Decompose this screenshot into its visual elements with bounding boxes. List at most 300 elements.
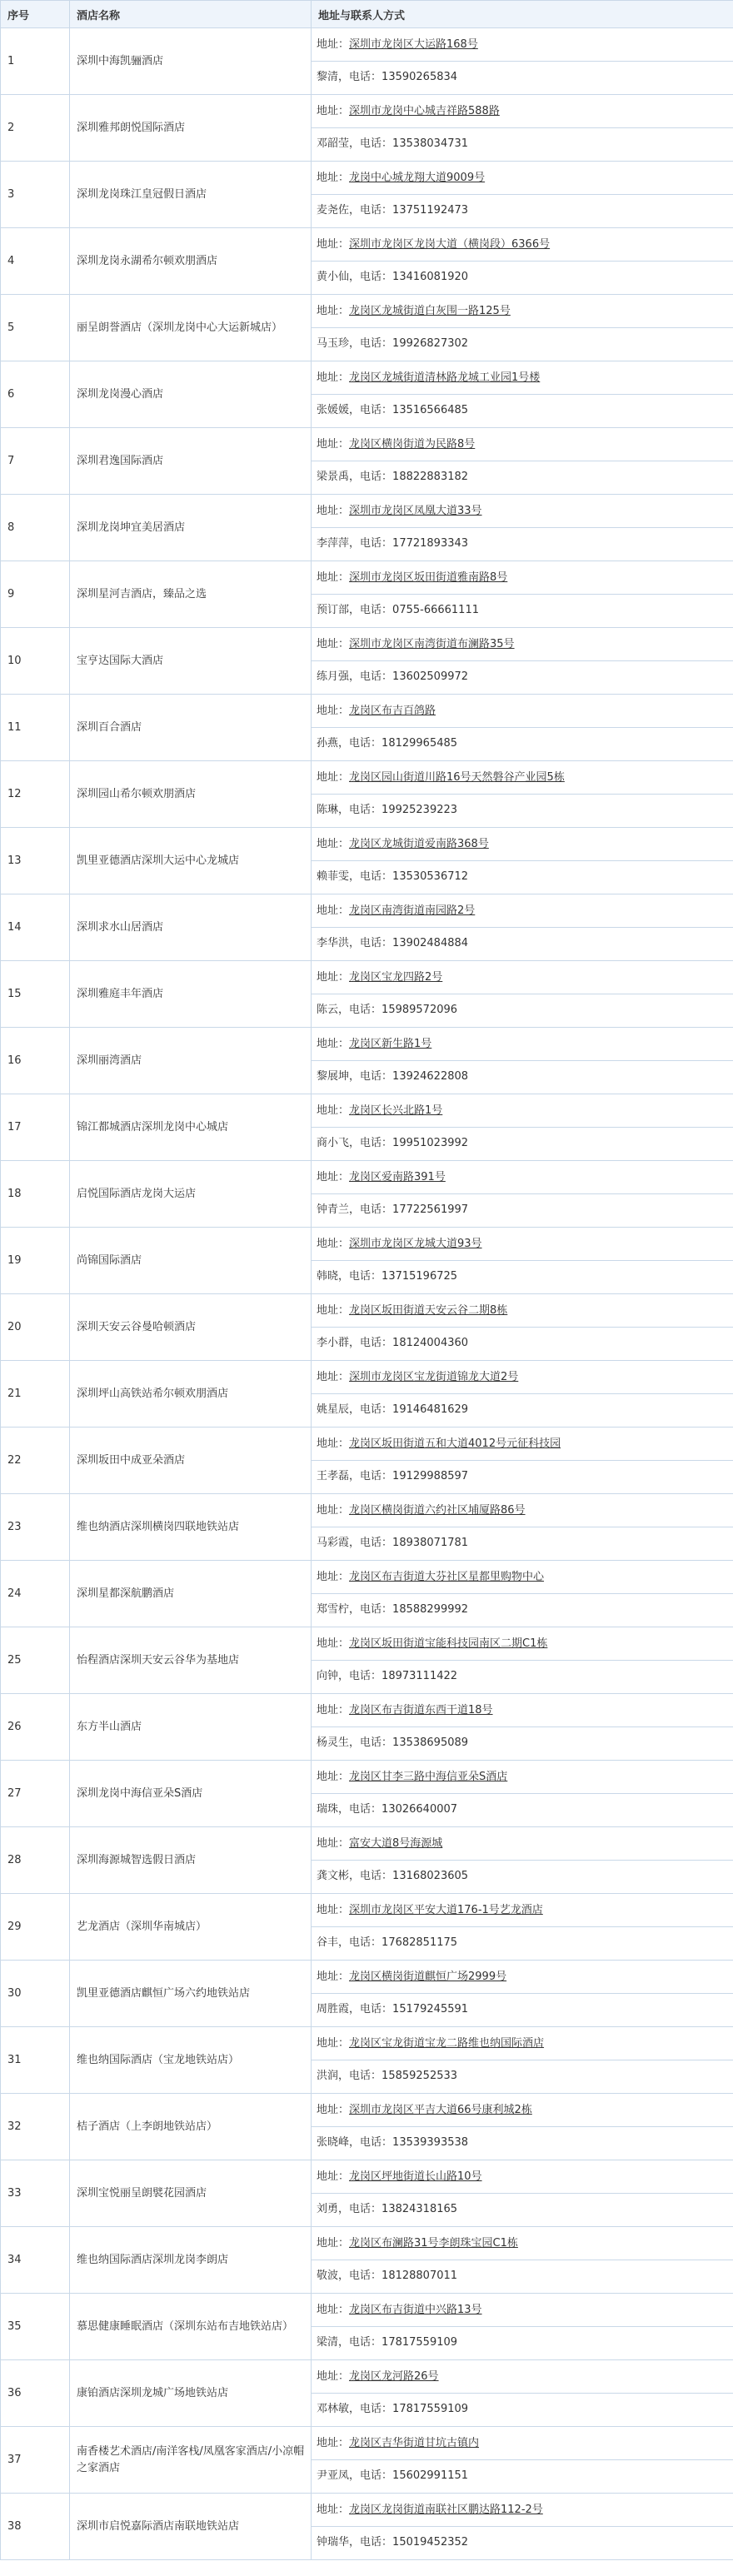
phone-label: 电话： xyxy=(360,937,393,949)
phone-separator: ， xyxy=(349,2403,361,2415)
hotel-name: 南香楼艺术酒店/南洋客栈/凤凰客家酒店/小凉帽之家酒店 xyxy=(70,2427,312,2494)
address-line xyxy=(312,762,733,795)
address-label: 地址： xyxy=(317,837,350,850)
address-link[interactable]: 龙岗区新生路1号 xyxy=(349,1037,432,1050)
phone-line xyxy=(312,1261,733,1293)
contact-person: 李小群 xyxy=(317,1337,350,1349)
row-number: 10 xyxy=(1,628,70,695)
hotel-name: 东方半山酒店 xyxy=(70,1694,312,1761)
phone-number: 13751192473 xyxy=(392,204,469,217)
row-number: 28 xyxy=(1,1827,70,1894)
phone-number: 19146481629 xyxy=(392,1403,469,1416)
hotel-name: 凯里亚德酒店深圳大运中心龙城店 xyxy=(70,828,312,894)
contact-cell xyxy=(312,95,733,162)
phone-label: 电话： xyxy=(349,1803,382,1816)
phone-label: 电话： xyxy=(360,1470,393,1482)
address-line xyxy=(312,96,733,128)
address-link[interactable]: 龙岗区布吉街道东西干道18号 xyxy=(349,1703,493,1717)
contact-cell xyxy=(312,2160,733,2227)
hotel-name: 深圳中海凯骊酒店 xyxy=(70,28,312,95)
row-number: 24 xyxy=(1,1561,70,1627)
phone-label: 电话： xyxy=(360,471,393,483)
contact-cell xyxy=(312,1961,733,2027)
address-line xyxy=(312,229,733,262)
phone-label: 电话： xyxy=(360,1870,393,1882)
row-number: 17 xyxy=(1,1094,70,1161)
phone-line xyxy=(312,195,733,227)
phone-number: 17817559109 xyxy=(392,2403,469,2415)
address-label: 地址： xyxy=(317,504,350,517)
table-row xyxy=(1,2227,733,2294)
address-link[interactable]: 深圳市龙岗区凤凰大道33号 xyxy=(349,504,482,517)
contact-person: 钟青兰 xyxy=(317,1203,350,1216)
address-link[interactable]: 龙岗区吉华街道甘坑古镇内 xyxy=(349,2436,480,2449)
table-row xyxy=(1,28,733,95)
phone-separator: ， xyxy=(349,1870,361,1882)
address-label: 地址： xyxy=(317,1503,350,1517)
row-number: 31 xyxy=(1,2027,70,2094)
phone-label: 电话： xyxy=(360,2403,393,2415)
address-link[interactable]: 龙岗区布吉百鸽路 xyxy=(349,704,436,717)
address-link[interactable]: 龙岗区长兴北路1号 xyxy=(349,1104,443,1117)
address-link[interactable]: 龙岗区宝龙四路2号 xyxy=(349,970,443,984)
phone-line xyxy=(312,728,733,760)
phone-line xyxy=(312,2460,733,2493)
row-number: 35 xyxy=(1,2294,70,2360)
address-line xyxy=(312,1562,733,1594)
address-link[interactable]: 深圳市龙岗区平吉大道66号康利城2栋 xyxy=(349,2103,532,2116)
row-number: 32 xyxy=(1,2094,70,2160)
phone-label: 电话： xyxy=(360,1337,393,1349)
contact-cell xyxy=(312,695,733,761)
contact-cell xyxy=(312,2227,733,2294)
phone-label: 电话： xyxy=(349,2203,382,2215)
table-row xyxy=(1,228,733,295)
address-line xyxy=(312,429,733,461)
address-line xyxy=(312,2161,733,2194)
address-line xyxy=(312,895,733,928)
phone-separator: ， xyxy=(338,2336,350,2349)
table-row xyxy=(1,1428,733,1494)
row-number: 27 xyxy=(1,1761,70,1827)
address-link[interactable]: 龙岗区龙岗街道南联社区鹏达路112-2号 xyxy=(349,2503,543,2516)
phone-label: 电话： xyxy=(349,71,382,83)
phone-separator: ， xyxy=(349,1137,361,1149)
phone-line xyxy=(312,1194,733,1227)
contact-person: 预订部 xyxy=(317,604,350,616)
phone-line xyxy=(312,262,733,294)
contact-cell xyxy=(312,1561,733,1627)
contact-cell xyxy=(312,1494,733,1561)
address-link[interactable]: 深圳市龙岗区宝龙街道锦龙大道2号 xyxy=(349,1370,519,1383)
table-row xyxy=(1,2427,733,2494)
table-row xyxy=(1,1361,733,1428)
contact-person: 韩晓 xyxy=(317,1270,339,1283)
hotel-name: 深圳宝悦丽呈朗襞花园酒店 xyxy=(70,2160,312,2227)
phone-number: 15179245591 xyxy=(392,2003,469,2015)
table-row xyxy=(1,1627,733,1694)
address-link[interactable]: 深圳市龙岗中心城吉祥路588路 xyxy=(349,104,500,117)
phone-separator: ， xyxy=(349,1203,361,1216)
address-link[interactable]: 龙岗区坪地街道长山路10号 xyxy=(349,2170,482,2183)
phone-number: 17682851175 xyxy=(381,1936,458,1949)
contact-cell xyxy=(312,1761,733,1827)
address-link[interactable]: 深圳市龙岗区南湾街道布澜路35号 xyxy=(349,637,515,650)
address-link[interactable]: 龙岗区龙河路26号 xyxy=(349,2369,439,2383)
phone-line xyxy=(312,1061,733,1094)
hotel-name: 深圳雅邦朗悦国际酒店 xyxy=(70,95,312,162)
phone-number: 17722561997 xyxy=(392,1203,469,1216)
hotel-name: 启悦国际酒店龙岗大运店 xyxy=(70,1161,312,1228)
contact-person: 黎清 xyxy=(317,71,339,83)
contact-cell xyxy=(312,361,733,428)
phone-separator: ， xyxy=(338,1270,350,1283)
phone-label: 电话： xyxy=(360,337,393,350)
phone-number: 18588299992 xyxy=(392,1603,469,1616)
contact-person: 马彩霞 xyxy=(317,1537,350,1549)
phone-separator: ， xyxy=(349,337,361,350)
hotel-name: 深圳市启悦嘉际酒店南联地铁站店 xyxy=(70,2494,312,2560)
phone-number: 17817559109 xyxy=(381,2336,458,2349)
phone-number: 19925239223 xyxy=(381,804,458,816)
table-row xyxy=(1,495,733,561)
contact-cell xyxy=(312,1694,733,1761)
hotel-name: 艺龙酒店（深圳华南城店） xyxy=(70,1894,312,1961)
hotel-name: 维也纳国际酒店深圳龙岗李朗店 xyxy=(70,2227,312,2294)
phone-separator: ， xyxy=(338,1803,350,1816)
phone-label: 电话： xyxy=(349,1270,382,1283)
contact-person: 麦尧佐 xyxy=(317,204,350,217)
phone-line xyxy=(312,1128,733,1160)
hotel-name: 深圳龙岗中海信亚朵S酒店 xyxy=(70,1761,312,1827)
phone-label: 电话： xyxy=(349,2270,382,2282)
phone-separator: ， xyxy=(349,670,361,683)
table-row xyxy=(1,961,733,1028)
table-row xyxy=(1,2360,733,2427)
row-number: 23 xyxy=(1,1494,70,1561)
phone-number: 15602991151 xyxy=(392,2469,469,2482)
address-line xyxy=(312,2494,733,2527)
address-link[interactable]: 深圳市龙岗区龙城大道93号 xyxy=(349,1237,482,1250)
phone-number: 19951023992 xyxy=(392,1137,469,1149)
address-line xyxy=(312,1761,733,1794)
contact-cell xyxy=(312,961,733,1028)
row-number: 34 xyxy=(1,2227,70,2294)
address-link[interactable]: 龙岗区龙城街道清林路龙城工业园1号楼 xyxy=(349,371,541,384)
table-row xyxy=(1,162,733,228)
phone-label: 电话： xyxy=(360,271,393,283)
phone-separator: ， xyxy=(349,1337,361,1349)
phone-separator: ， xyxy=(338,804,350,816)
phone-separator: ， xyxy=(349,870,361,883)
address-label: 地址： xyxy=(317,1037,350,1050)
phone-separator: ， xyxy=(349,471,361,483)
contact-person: 陈云 xyxy=(317,1004,339,1016)
phone-separator: ， xyxy=(338,71,350,83)
phone-label: 电话： xyxy=(360,404,393,416)
phone-label: 电话： xyxy=(360,870,393,883)
table-row xyxy=(1,761,733,828)
contact-cell xyxy=(312,1094,733,1161)
address-link[interactable]: 龙岗区布吉街道大芬社区星都里购物中心 xyxy=(349,1570,545,1583)
phone-line xyxy=(312,595,733,627)
phone-number: 19129988597 xyxy=(392,1470,469,1482)
table-row xyxy=(1,1161,733,1228)
table-row xyxy=(1,1761,733,1827)
row-number: 15 xyxy=(1,961,70,1028)
address-label: 地址： xyxy=(317,104,350,117)
contact-person: 王孝磊 xyxy=(317,1470,350,1482)
address-line xyxy=(312,2361,733,2394)
table-row xyxy=(1,1494,733,1561)
phone-label: 电话： xyxy=(360,2469,393,2482)
address-link[interactable]: 深圳市龙岗区大运路168号 xyxy=(349,37,478,51)
contact-person: 梁清 xyxy=(317,2336,339,2349)
phone-number: 18128807011 xyxy=(381,2270,458,2282)
address-link[interactable]: 龙岗区爱南路391号 xyxy=(349,1170,446,1183)
table-row xyxy=(1,1894,733,1961)
phone-separator: ， xyxy=(349,271,361,283)
address-line xyxy=(312,1961,733,1994)
contact-cell xyxy=(312,628,733,695)
phone-line xyxy=(312,395,733,427)
address-link[interactable]: 龙岗区龙城街道白灰围一路125号 xyxy=(349,304,511,317)
row-number: 1 xyxy=(1,28,70,95)
phone-number: 18124004360 xyxy=(392,1337,469,1349)
address-link[interactable]: 龙岗区布澜路31号李朗珠宝园C1栋 xyxy=(349,2236,518,2250)
row-number: 14 xyxy=(1,894,70,961)
phone-separator: ， xyxy=(349,2536,361,2549)
address-label: 地址： xyxy=(317,2036,350,2050)
phone-label: 电话： xyxy=(349,1670,382,1682)
contact-person: 敬波 xyxy=(317,2270,339,2282)
row-number: 26 xyxy=(1,1694,70,1761)
row-number: 4 xyxy=(1,228,70,295)
contact-cell xyxy=(312,1827,733,1894)
phone-number: 13715196725 xyxy=(381,1270,458,1283)
contact-cell xyxy=(312,1294,733,1361)
contact-cell xyxy=(312,428,733,495)
contact-person: 洪润 xyxy=(317,2070,339,2082)
table-row xyxy=(1,1028,733,1094)
table-row xyxy=(1,561,733,628)
phone-label: 电话： xyxy=(349,804,382,816)
address-line xyxy=(312,362,733,395)
phone-line xyxy=(312,2127,733,2160)
row-number: 25 xyxy=(1,1627,70,1694)
table-row xyxy=(1,361,733,428)
phone-number: 13416081920 xyxy=(392,271,469,283)
row-number: 18 xyxy=(1,1161,70,1228)
address-label: 地址： xyxy=(317,37,350,51)
phone-line xyxy=(312,1461,733,1493)
phone-number: 13538695089 xyxy=(392,1736,469,1749)
address-label: 地址： xyxy=(317,437,350,451)
address-link[interactable]: 深圳市龙岗区平安大道176-1号艺龙酒店 xyxy=(349,1903,543,1916)
address-link[interactable]: 龙岗区横岗街道为民路8号 xyxy=(349,437,476,451)
address-link[interactable]: 龙岗区横岗街道六约社区埔厦路86号 xyxy=(349,1503,526,1517)
phone-number: 13026640007 xyxy=(381,1803,458,1816)
table-row xyxy=(1,1294,733,1361)
hotel-name: 深圳坪山高铁站希尔顿欢朋酒店 xyxy=(70,1361,312,1428)
row-number: 5 xyxy=(1,295,70,361)
phone-number: 13602509972 xyxy=(392,670,469,683)
hotel-name: 凯里亚德酒店麒恒广场六约地铁站店 xyxy=(70,1961,312,2027)
contact-person: 黎展坤 xyxy=(317,1070,350,1083)
contact-cell xyxy=(312,828,733,894)
address-line xyxy=(312,1295,733,1328)
contact-person: 商小飞 xyxy=(317,1137,350,1149)
address-link[interactable]: 龙岗区坂田街道宝能科技园南区二期C1栋 xyxy=(349,1637,548,1650)
phone-label: 电话： xyxy=(360,1603,393,1616)
phone-line xyxy=(312,795,733,827)
contact-cell xyxy=(312,2027,733,2094)
phone-number: 13538034731 xyxy=(392,137,469,150)
phone-line xyxy=(312,928,733,960)
address-line xyxy=(312,1162,733,1194)
hotel-name: 深圳星都深航鹏酒店 xyxy=(70,1561,312,1627)
table-row xyxy=(1,628,733,695)
phone-separator: ， xyxy=(349,1403,361,1416)
contact-cell xyxy=(312,2360,733,2427)
phone-number: 13824318165 xyxy=(381,2203,458,2215)
address-label: 地址： xyxy=(317,637,350,650)
phone-label: 电话： xyxy=(360,1203,393,1216)
address-label: 地址： xyxy=(317,904,350,917)
phone-number: 13530536712 xyxy=(392,870,469,883)
row-number: 19 xyxy=(1,1228,70,1294)
table-row xyxy=(1,2160,733,2227)
contact-cell xyxy=(312,495,733,561)
address-link[interactable]: 龙岗区甘李三路中海信亚朵S酒店 xyxy=(349,1770,508,1783)
hotel-name: 深圳丽湾酒店 xyxy=(70,1028,312,1094)
phone-line xyxy=(312,1328,733,1360)
phone-label: 电话： xyxy=(349,737,382,750)
contact-person: 郑雪柠 xyxy=(317,1603,350,1616)
contact-cell xyxy=(312,1161,733,1228)
address-line xyxy=(312,562,733,595)
address-label: 地址： xyxy=(317,1170,350,1183)
phone-line xyxy=(312,128,733,161)
phone-line xyxy=(312,1727,733,1760)
address-label: 地址： xyxy=(317,2369,350,2383)
address-link[interactable]: 龙岗中心城龙翔大道9009号 xyxy=(349,171,486,184)
contact-cell xyxy=(312,162,733,228)
row-number: 12 xyxy=(1,761,70,828)
contact-person: 刘勇 xyxy=(317,2203,339,2215)
phone-number: 18129965485 xyxy=(381,737,458,750)
address-line xyxy=(312,1362,733,1394)
address-link[interactable]: 龙岗区横岗街道麒恒广场2999号 xyxy=(349,1970,507,1983)
phone-separator: ， xyxy=(349,2136,361,2149)
address-label: 地址： xyxy=(317,2503,350,2516)
hotel-name: 宝亨达国际大酒店 xyxy=(70,628,312,695)
address-link[interactable]: 龙岗区南湾街道南园路2号 xyxy=(349,904,476,917)
table-row xyxy=(1,2027,733,2094)
address-line xyxy=(312,1095,733,1128)
address-link[interactable]: 龙岗区坂田街道天安云谷二期8栋 xyxy=(349,1303,508,1317)
phone-line xyxy=(312,1794,733,1826)
hotel-name: 深圳雅庭丰年酒店 xyxy=(70,961,312,1028)
address-label: 地址： xyxy=(317,2303,350,2316)
address-label: 地址： xyxy=(317,1437,350,1450)
address-link[interactable]: 富安大道8号海源城 xyxy=(349,1836,443,1850)
phone-line xyxy=(312,1527,733,1560)
address-line xyxy=(312,496,733,528)
address-link[interactable]: 龙岗区园山街道川路16号天然磐谷产业园5栋 xyxy=(349,770,565,784)
contact-person: 黄小仙 xyxy=(317,271,350,283)
phone-line xyxy=(312,661,733,694)
phone-label: 电话： xyxy=(360,670,393,683)
phone-number: 18973111422 xyxy=(381,1670,458,1682)
phone-line xyxy=(312,2527,733,2559)
contact-cell xyxy=(312,761,733,828)
phone-separator: ， xyxy=(349,937,361,949)
row-number: 7 xyxy=(1,428,70,495)
contact-person: 李萍萍 xyxy=(317,537,350,550)
address-label: 地址： xyxy=(317,2436,350,2449)
address-label: 地址： xyxy=(317,1770,350,1783)
address-link[interactable]: 深圳市龙岗区坂田街道雅南路8号 xyxy=(349,571,508,584)
phone-line xyxy=(312,1661,733,1693)
phone-label: 电话： xyxy=(349,1004,382,1016)
address-link[interactable]: 龙岗区龙城街道爱南路368号 xyxy=(349,837,489,850)
address-line xyxy=(312,2294,733,2327)
hotel-name: 深圳天安云谷曼哈顿酒店 xyxy=(70,1294,312,1361)
row-number: 3 xyxy=(1,162,70,228)
phone-line xyxy=(312,1394,733,1427)
header-no: 序号 xyxy=(1,1,70,28)
contact-person: 赖菲雯 xyxy=(317,870,350,883)
phone-number: 15859252533 xyxy=(381,2070,458,2082)
contact-person: 梁景禹 xyxy=(317,471,350,483)
phone-number: 18938071781 xyxy=(392,1537,469,1549)
contact-person: 周胜霞 xyxy=(317,2003,350,2015)
address-label: 地址： xyxy=(317,237,350,251)
address-link[interactable]: 龙岗区宝龙街道宝龙二路维也纳国际酒店 xyxy=(349,2036,545,2050)
address-link[interactable]: 龙岗区坂田街道五和大道4012号元征科技园 xyxy=(349,1437,561,1450)
address-line xyxy=(312,695,733,728)
hotel-name: 深圳园山希尔顿欢朋酒店 xyxy=(70,761,312,828)
contact-person: 张晓峰 xyxy=(317,2136,350,2149)
table-row xyxy=(1,894,733,961)
phone-number: 13539393538 xyxy=(392,2136,469,2149)
phone-label: 电话： xyxy=(360,1736,393,1749)
address-label: 地址： xyxy=(317,2103,350,2116)
phone-separator: ， xyxy=(349,1537,361,1549)
table-row xyxy=(1,2294,733,2360)
contact-person: 张媛媛 xyxy=(317,404,350,416)
phone-separator: ， xyxy=(349,604,361,616)
hotel-name: 深圳龙岗漫心酒店 xyxy=(70,361,312,428)
row-number: 22 xyxy=(1,1428,70,1494)
row-number: 36 xyxy=(1,2360,70,2427)
phone-label: 电话： xyxy=(360,1137,393,1149)
phone-line xyxy=(312,994,733,1027)
phone-line xyxy=(312,1994,733,2026)
address-line xyxy=(312,29,733,62)
address-link[interactable]: 深圳市龙岗区龙岗大道（横岗段）6366号 xyxy=(349,237,551,251)
contact-cell xyxy=(312,894,733,961)
hotel-name: 丽呈朗誉酒店（深圳龙岗中心大运新城店） xyxy=(70,295,312,361)
contact-cell xyxy=(312,2427,733,2494)
table-row xyxy=(1,1694,733,1761)
address-link[interactable]: 龙岗区布吉街道中兴路13号 xyxy=(349,2303,482,2316)
phone-label: 电话： xyxy=(360,204,393,217)
hotel-name: 康铂酒店深圳龙城广场地铁站店 xyxy=(70,2360,312,2427)
contact-cell xyxy=(312,1361,733,1428)
contact-cell xyxy=(312,2094,733,2160)
